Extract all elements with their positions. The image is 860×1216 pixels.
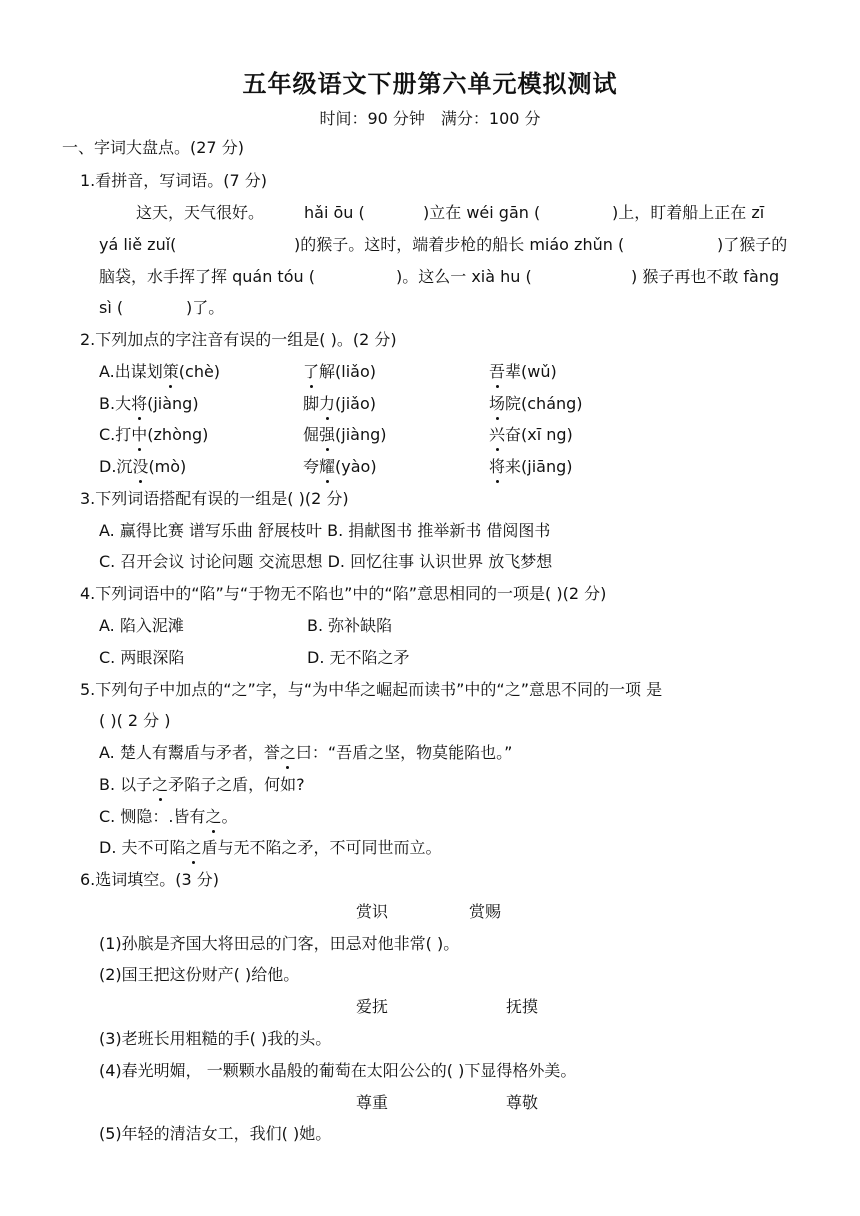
emphasis-dot-char: 策 xyxy=(162,362,179,381)
word-choice-a: 爱抚 xyxy=(356,997,389,1016)
word-choice-b: 尊敬 xyxy=(506,1093,539,1112)
emphasis-dot-char: 之 xyxy=(152,775,169,794)
q6-sentence-4: (4)春光明媚， 一颗颗水晶般的葡萄在太阳公公的( )下显得格外美。 xyxy=(99,1061,577,1080)
word-choice-a: 赏识 xyxy=(356,902,389,921)
emphasis-dot-char: 之 xyxy=(185,838,202,857)
q2-option-d2: 夸耀(yào) xyxy=(303,457,377,476)
q5-option-b: B. 以子之矛陷子之盾，何如? xyxy=(99,775,305,794)
emphasis-dot-char: 之 xyxy=(205,807,222,826)
emphasis-dot-char: 之 xyxy=(279,743,296,762)
q4-heading: 4.下列词语中的“陷”与“于物无不陷也”中的“陷”意思相同的一项是( )(2 分) xyxy=(80,584,607,603)
q2-option-c3: 兴奋(xī ng) xyxy=(489,425,573,444)
emphasis-dot-char: 了 xyxy=(303,362,320,381)
q4-option-c: C. 两眼深陷 xyxy=(99,648,185,667)
q3-options-ab: A. 赢得比赛 谱写乐曲 舒展枝叶 B. 捐献图书 推举新书 借阅图书 xyxy=(99,521,551,540)
q1-text-2b: )的猴子。这时，端着步枪的船长 miáo zhǔn ( xyxy=(294,235,625,254)
emphasis-dot-char: 强 xyxy=(319,425,336,444)
q1-text-3c: ) 猴子再也不敢 fàng xyxy=(631,267,780,286)
q2-option-b1: B.大将(jiàng) xyxy=(99,394,199,413)
q2-option-a3: 吾辈(wǔ) xyxy=(489,362,557,381)
emphasis-dot-char: 将 xyxy=(489,457,506,476)
q5-option-d: D. 夫不可陷之盾与无不陷之矛，不可同世而立。 xyxy=(99,838,442,857)
word-choice-a: 尊重 xyxy=(356,1093,389,1112)
emphasis-dot-char: 力 xyxy=(319,394,336,413)
word-choice-b: 抚摸 xyxy=(506,997,539,1016)
emphasis-dot-char: 场 xyxy=(489,394,506,413)
emphasis-dot-char: 没 xyxy=(132,457,149,476)
word-choice-b: 赏赐 xyxy=(469,902,502,921)
q1-text-1d: )上，盯着船上正在 zī xyxy=(612,203,765,222)
q4-option-b: B. 弥补缺陷 xyxy=(307,616,393,635)
q4-option-d: D. 无不陷之矛 xyxy=(307,648,410,667)
q2-heading: 2.下列加点的字注音有误的一组是( )。(2 分) xyxy=(80,330,397,349)
q4-option-a: A. 陷入泥滩 xyxy=(99,616,184,635)
section-heading: 一、字词大盘点。(27 分) xyxy=(62,138,244,157)
q1-heading: 1.看拼音，写词语。(7 分) xyxy=(80,171,268,190)
emphasis-dot-char: 将 xyxy=(131,394,148,413)
q1-text-3b: )。这么一 xià hu ( xyxy=(396,267,532,286)
exam-time-score: 时间：90 分钟 满分：100 分 xyxy=(319,109,541,128)
emphasis-dot-char: 兴 xyxy=(489,425,506,444)
q2-option-c2: 倔强(jiàng) xyxy=(303,425,387,444)
emphasis-dot-char: 中 xyxy=(131,425,148,444)
q1-text-1a: 这天，天气很好。 xyxy=(136,203,265,222)
q1-text-1c: )立在 wéi gān ( xyxy=(423,203,541,222)
q1-text-4b: )了。 xyxy=(186,298,225,317)
q5-option-a: A. 楚人有鬻盾与矛者，誉之曰：“吾盾之坚，物莫能陷也。” xyxy=(99,743,513,762)
q2-option-b3: 场院(cháng) xyxy=(489,394,583,413)
q6-sentence-3: (3)老班长用粗糙的手( )我的头。 xyxy=(99,1029,332,1048)
q1-text-4a: sì ( xyxy=(99,298,124,317)
q2-option-c1: C.打中(zhòng) xyxy=(99,425,209,444)
q1-text-3a: 脑袋，水手挥了挥 quán tóu ( xyxy=(99,267,315,286)
emphasis-dot-char: 吾 xyxy=(489,362,506,381)
page-title: 五年级语文下册第六单元模拟测试 xyxy=(242,70,618,98)
q3-options-cd: C. 召开会议 讨论问题 交流思想 D. 回忆往事 认识世界 放飞梦想 xyxy=(99,552,553,571)
q5-option-c: C. 恻隐：.皆有之。 xyxy=(99,807,238,826)
q1-text-2c: )了猴子的 xyxy=(717,235,788,254)
q2-option-a1: A.出谋划策(chè) xyxy=(99,362,221,381)
q6-sentence-2: (2)国王把这份财产( )给他。 xyxy=(99,965,300,984)
q2-option-d3: 将来(jiāng) xyxy=(489,457,573,476)
q6-sentence-5: (5)年轻的清洁女工，我们( )她。 xyxy=(99,1124,332,1143)
q1-text-1b: hǎi ōu ( xyxy=(304,203,365,222)
q6-sentence-1: (1)孙膑是齐国大将田忌的门客，田忌对他非常( )。 xyxy=(99,934,460,953)
q2-option-b2: 脚力(jiǎo) xyxy=(303,394,376,413)
q2-option-a2: 了解(liǎo) xyxy=(303,362,376,381)
q6-heading: 6.选词填空。(3 分) xyxy=(80,870,220,889)
q1-text-2a: yá liě zuǐ( xyxy=(99,235,177,254)
q5-answer-blank: ( )( 2 分 ) xyxy=(99,711,171,730)
q3-heading: 3.下列词语搭配有误的一组是( )(2 分) xyxy=(80,489,349,508)
q2-option-d1: D.沉没(mò) xyxy=(99,457,187,476)
emphasis-dot-char: 耀 xyxy=(319,457,336,476)
q5-heading: 5.下列句子中加点的“之”字，与“为中华之崛起而读书”中的“之”意思不同的一项 是 xyxy=(80,680,663,699)
